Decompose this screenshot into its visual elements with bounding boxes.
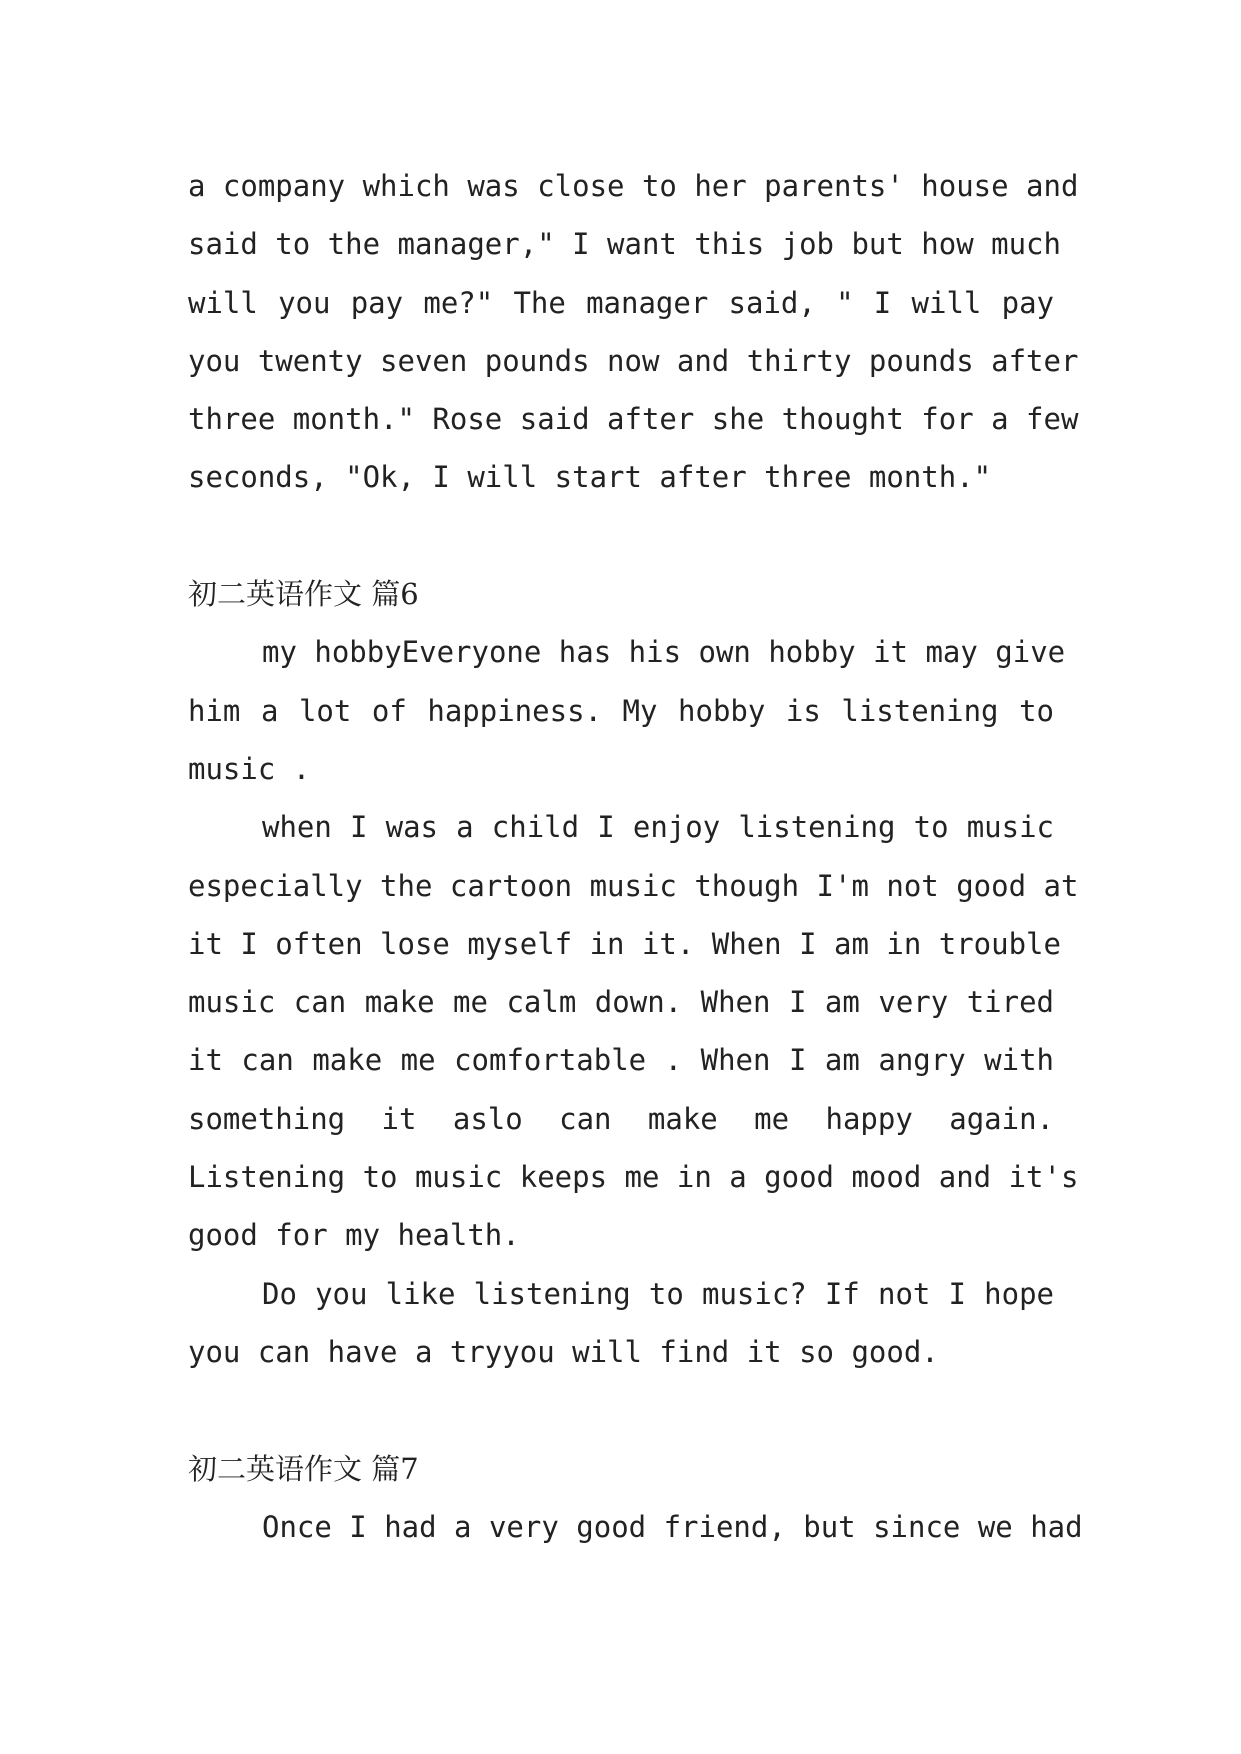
text-line: something it aslo can make me happy again. (188, 1101, 1054, 1136)
text-line: said to the manager," I want this job but how much (188, 227, 1061, 262)
text-line: good for my health. (188, 1218, 520, 1253)
text-line: especially the cartoon music though I'm not good at (188, 868, 1079, 903)
essay-7-heading: 初二英语作文 篇7 (188, 1451, 419, 1486)
text-line: it can make me comfortable . When I am angry with (188, 1043, 1054, 1078)
text-line: Once I had a very good friend, but since we had (262, 1509, 1083, 1544)
document-page (188, 157, 1083, 1556)
text-line: you twenty seven pounds now and thirty pounds after (188, 343, 1079, 378)
text-line: Do you like listening to music? If not I hope (262, 1276, 1054, 1311)
essay-6-paragraph-1 (188, 623, 1066, 798)
text-line: my hobbyEveryone has his own hobby it may give (262, 635, 1066, 670)
text-line: will you pay me?" The manager said, " I will pay (188, 285, 1054, 320)
text-line: him a lot of happiness. My hobby is listening to (188, 693, 1054, 728)
essay-6-heading: 初二英语作文 篇6 (188, 577, 419, 612)
text-line: when I was a child I enjoy listening to music (262, 810, 1054, 845)
section-spacer (188, 1381, 1054, 1439)
text-line: it I often lose myself in it. When I am in trouble (188, 926, 1061, 961)
essay-7-paragraph-1 (188, 1498, 1083, 1556)
text-line: music can make me calm down. When I am very tired (188, 985, 1054, 1020)
text-line: a company which was close to her parents' house and (188, 169, 1079, 203)
text-line: Listening to music keeps me in a good mood and it's (188, 1160, 1079, 1195)
section-spacer (188, 507, 1054, 565)
essay-6-paragraph-3 (188, 1265, 1054, 1382)
essay-5-continuation (188, 157, 1079, 507)
essay-6 (188, 565, 1079, 1381)
text-line: three month." Rose said after she thought for a few (188, 402, 1079, 437)
essay-6-paragraph-2 (188, 798, 1079, 1264)
text-line: music . (188, 751, 311, 786)
text-line: seconds, "Ok, I will start after three month." (188, 460, 992, 495)
text-line: you can have a tryyou will find it so good. (188, 1334, 939, 1369)
essay-7 (188, 1440, 1083, 1557)
